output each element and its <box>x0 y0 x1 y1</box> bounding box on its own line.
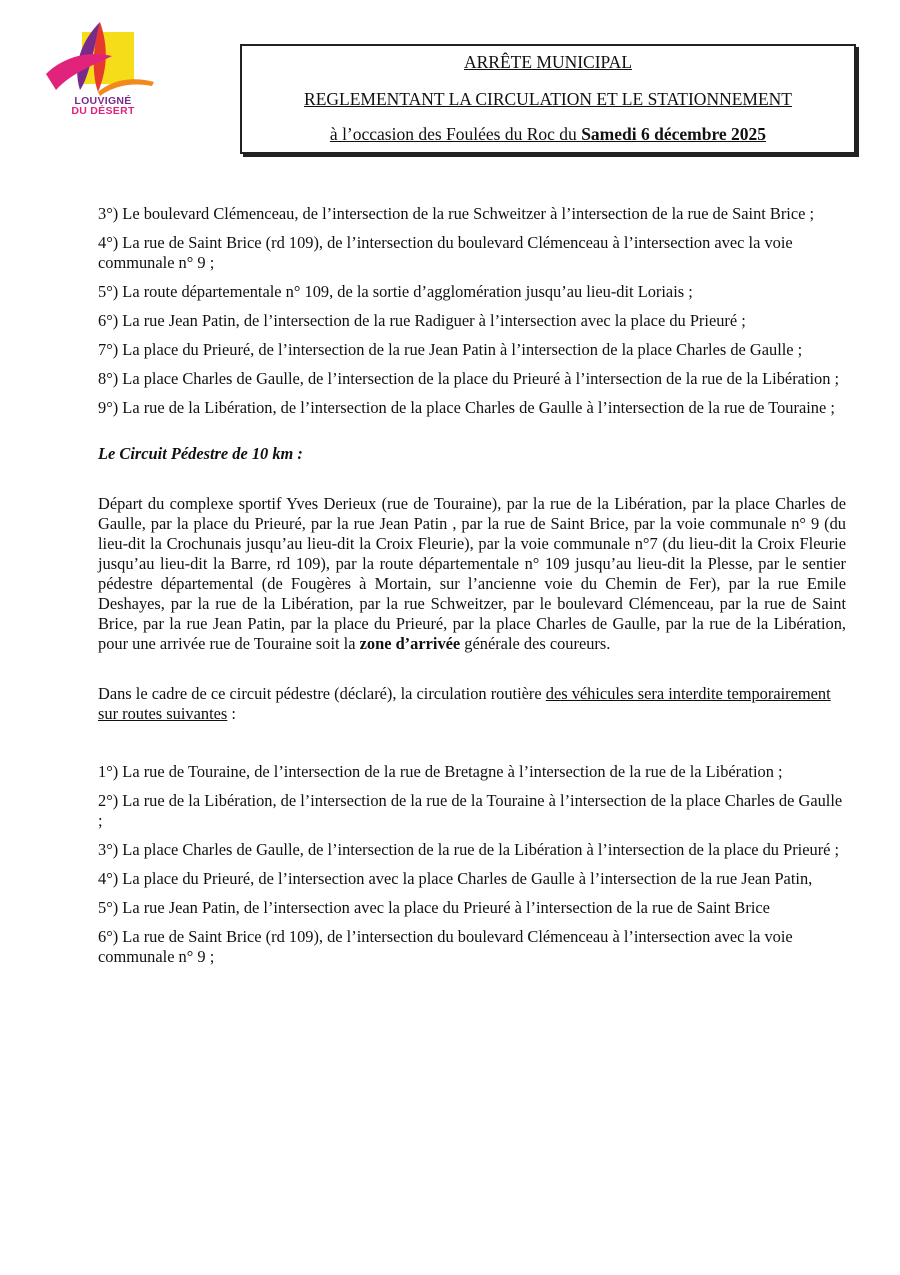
decree-occasion <box>242 124 854 145</box>
intro-underlined: des véhicules sera interdite temporairement sur routes suivantes <box>98 684 831 723</box>
list-item: 3°) Le boulevard Clémenceau, de l’intersection de la rue Schweitzer à l’intersection de la rue de Saint Brice ; <box>98 204 815 223</box>
list-item: 5°) La route départementale n° 109, de la sortie d’agglomération jusqu’au lieu-dit Loriais ; <box>98 282 693 301</box>
list-item: 1°) La rue de Touraine, de l’intersection de la rue de Bretagne à l’intersection de la rue de la Libération ; <box>98 762 783 781</box>
list-item: 2°) La rue de la Libération, de l’intersection de la rue de la Touraine à l’intersection de la place Charles de Gaulle ; <box>98 791 843 830</box>
section-title: Le Circuit Pédestre de 10 km : <box>98 444 303 463</box>
decree-subtitle: REGLEMENTANT LA CIRCULATION ET LE STATIONNEMENT <box>304 89 792 109</box>
list-item: 6°) La rue Jean Patin, de l’intersection de la rue Radiguer à l’intersection avec la place du Prieuré ; <box>98 311 746 330</box>
circuit-text: Départ du complexe sportif Yves Derieux (rue de Touraine), par la rue de la Libération, par la place Charles de Gaulle, par la place du Prieuré, par la rue Jean Patin , par la rue de Saint Brice, par la voie communale n° 9 (du lieu-dit la Crochunais jusqu’au lieu-dit la Croix Fleurie), par la voie communale n°7 (du lieu-dit la Croix Fleurie jusqu’au lieu-dit la Barre, rd 109), par la route départementale n° 109 jusqu’au lieu-dit la Plesse, par le sentier pédestre départemental (de Fougères à Mortain, sur l’ancienne voie du Chemin de Fer), par la rue Emile Deshayes, par la rue de la Libération, par la rue Schweitzer, par le boulevard Clémenceau, par la rue de Saint Brice, par la rue Jean Patin, par la place du Prieuré, par la place Charles de Gaulle, par la rue de la Libération, pour une arrivée rue de Touraine soit la <box>98 494 846 653</box>
logo-text <box>58 96 148 116</box>
restriction-intro <box>98 684 846 724</box>
list-item: 8°) La place Charles de Gaulle, de l’intersection de la place du Prieuré à l’intersection de la rue de la Libération ; <box>98 369 840 388</box>
decree-date: Samedi 6 décembre 2025 <box>581 124 767 144</box>
circuit-bold: zone d’arrivée <box>359 634 461 653</box>
list-item: 9°) La rue de la Libération, de l’intersection de la place Charles de Gaulle à l’intersection de la rue de Touraine ; <box>98 398 835 417</box>
logo-line-1: LOUVIGNÉ <box>74 95 132 107</box>
decree-title: ARRÊTE MUNICIPAL <box>463 52 633 72</box>
document-body <box>98 204 846 976</box>
list-item: 4°) La rue de Saint Brice (rd 109), de l’intersection du boulevard Clémenceau à l’intersection avec la voie communale n° 9 ; <box>98 233 793 272</box>
intro-text: Dans le cadre de ce circuit pédestre (déclaré), la circulation routière <box>98 684 546 703</box>
circuit-description <box>98 494 846 654</box>
list-item: 4°) La place du Prieuré, de l’intersection avec la place Charles de Gaulle à l’intersection de la rue Jean Patin, <box>98 869 813 888</box>
list-item: 6°) La rue de Saint Brice (rd 109), de l’intersection du boulevard Clémenceau à l’intersection avec la voie communale n° 9 ; <box>98 927 793 966</box>
intro-end: : <box>227 704 236 723</box>
list-item: 5°) La rue Jean Patin, de l’intersection avec la place du Prieuré à l’intersection de la rue de Saint Brice <box>98 898 770 917</box>
decree-occasion-prefix: à l’occasion des Foulées du Roc du <box>329 124 582 144</box>
list-item: 3°) La place Charles de Gaulle, de l’intersection de la rue de la Libération à l’intersection de la place du Prieuré ; <box>98 840 840 859</box>
logo-line-2: DU DÉSERT <box>71 105 135 117</box>
circuit-end: générale des coureurs. <box>460 634 611 653</box>
title-box <box>240 44 856 154</box>
town-logo-graphic <box>42 20 160 100</box>
list-item: 7°) La place du Prieuré, de l’intersection de la rue Jean Patin à l’intersection de la place Charles de Gaulle ; <box>98 340 803 359</box>
